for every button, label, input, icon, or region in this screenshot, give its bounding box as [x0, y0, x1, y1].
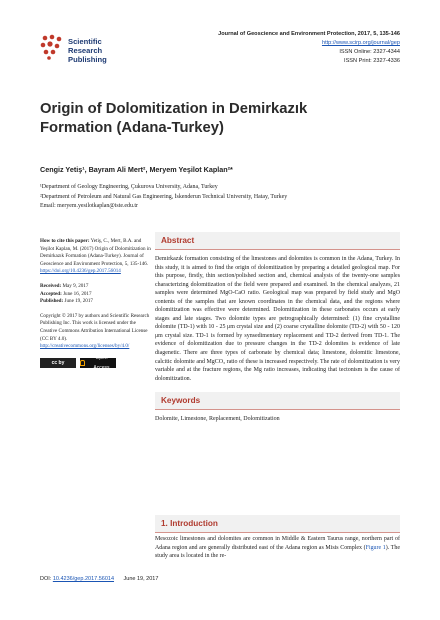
- issn-online: ISSN Online: 2327-4344: [339, 49, 400, 55]
- introduction-text: Mesozoic limestones and dolomites are common in Middle & Eastern Taurus range, northern part of Adana region and are generally distributed east of the Adana region as Misis Complex (Figure 1). The study area is located in the re-: [155, 536, 400, 560]
- affiliations: [40, 183, 400, 212]
- main-column: [155, 232, 400, 560]
- publisher-logo-icon: [40, 34, 66, 60]
- open-lock-icon: [80, 360, 85, 366]
- license-badges: [40, 354, 152, 371]
- publisher-name: Scientific Research Publishing: [68, 37, 107, 64]
- footer-date: June 19, 2017: [123, 576, 159, 582]
- abstract-heading: Abstract: [155, 232, 400, 249]
- page-header: [40, 30, 400, 78]
- citation-block: How to cite this paper: Yetiş, C., Mert, B.A. and Yeşilot Kaplan, M. (2017) Origin of Dolomitization in Demirkazık Formation (Adana-Turkey). Journal of Geoscience and Environment Protection, 5, 135-146. https://doi.org/10.4236/gep.2017.56014: [40, 238, 151, 275]
- article-info-sidebar: [40, 238, 152, 371]
- figure-1-link[interactable]: Figure 1: [365, 544, 386, 551]
- footer-doi-link[interactable]: 10.4236/gep.2017.56014: [52, 576, 115, 582]
- introduction-heading: 1. Introduction: [155, 515, 400, 532]
- cc-by-badge[interactable]: cc by: [40, 358, 76, 368]
- author-list: Cengiz Yetiş¹, Bayram Ali Mert², Meryem Yeşilot Kaplan²*: [40, 165, 233, 174]
- publisher-logo: [40, 34, 150, 74]
- keywords-text: Dolomite, Limestone, Replacement, Dolomitization: [155, 416, 280, 423]
- affiliation-2: ²Department of Petroleum and Natural Gas Engineering, İskenderun Technical University, Hatay, Turkey: [40, 193, 288, 200]
- journal-url-link[interactable]: http://www.scirp.org/journal/gep: [321, 40, 400, 46]
- abstract-text: Demirkazık formation consisting of the limestones and dolomites is common in the Adana, Turkey. In this study, it is aimed to find the origin of dolomitization by preparing a detailed geological map. For this purpose, firstly, thin section/polished section and, chemical analysis of the twenty-one samples characterizing dolomitization of the field were prepared and examined. In the chemical analyzes, 21 samples were determined MgO-CaO ratio. Geological map was prepared by field study and MgO contents of the samples that are known coordinates in the chemical data, and the regions where dolomitization was effective were determined. Dolomitization in these carbonates occurs at early stages and late stages. Two dolomite types are petrographically determined: (1) fine crystalline dolomite (TD-1) with 10 - 25 μm crystal size and (2) coarse crystalline dolomite (TD-2) with 50 - 120 μm crystal size. TD-1 is formed by synsedimentary replacement and TD-2 derived from TD-1. The evidence of dolomitization due to pressure changes in the TD-2 dolomites is evidence of late diagenetic. There are three types of carbonate by chemical data; limestone, dolomitic limestone, calcitic dolomite and MgCO₃ ratio of these is increased respectively. The rate of dolomitization is very variable and at the fracture regions, the Mg ratio increases, indicating that tectonism is the cause of dolomitization.: [155, 256, 400, 382]
- corresponding-email: Email: meryem.yesilotkaplan@iste.edu.tr: [40, 203, 139, 210]
- license-link[interactable]: http://creativecommons.org/licenses/by/4.0/: [40, 343, 130, 350]
- copyright-block: Copyright © 2017 by authors and Scientific Research Publishing Inc. This work is licensed under the Creative Commons Attribution International License (CC BY 4.0). http://creativecommons.org/licenses/by/4.0/: [40, 312, 150, 350]
- issn-print: ISSN Print: 2327-4336: [344, 58, 400, 64]
- dates-block: Received: May 9, 2017 Accepted: June 16, 2017 Published: June 19, 2017: [40, 282, 93, 305]
- citation-doi-link[interactable]: https://doi.org/10.4236/gep.2017.56014: [40, 268, 121, 275]
- journal-info: [218, 30, 400, 66]
- journal-line: Journal of Geoscience and Environment Protection, 2017, 5, 135-146: [218, 31, 400, 37]
- keywords-heading: Keywords: [155, 392, 400, 409]
- paper-title: Origin of Dolomitization in Demirkazık Formation (Adana-Turkey): [40, 101, 308, 136]
- page-footer: DOI: 10.4236/gep.2017.56014 June 19, 2017: [40, 576, 159, 582]
- open-access-badge[interactable]: Open Access: [80, 358, 116, 368]
- affiliation-1: ¹Department of Geology Engineering, Çukurova University, Adana, Turkey: [40, 184, 218, 190]
